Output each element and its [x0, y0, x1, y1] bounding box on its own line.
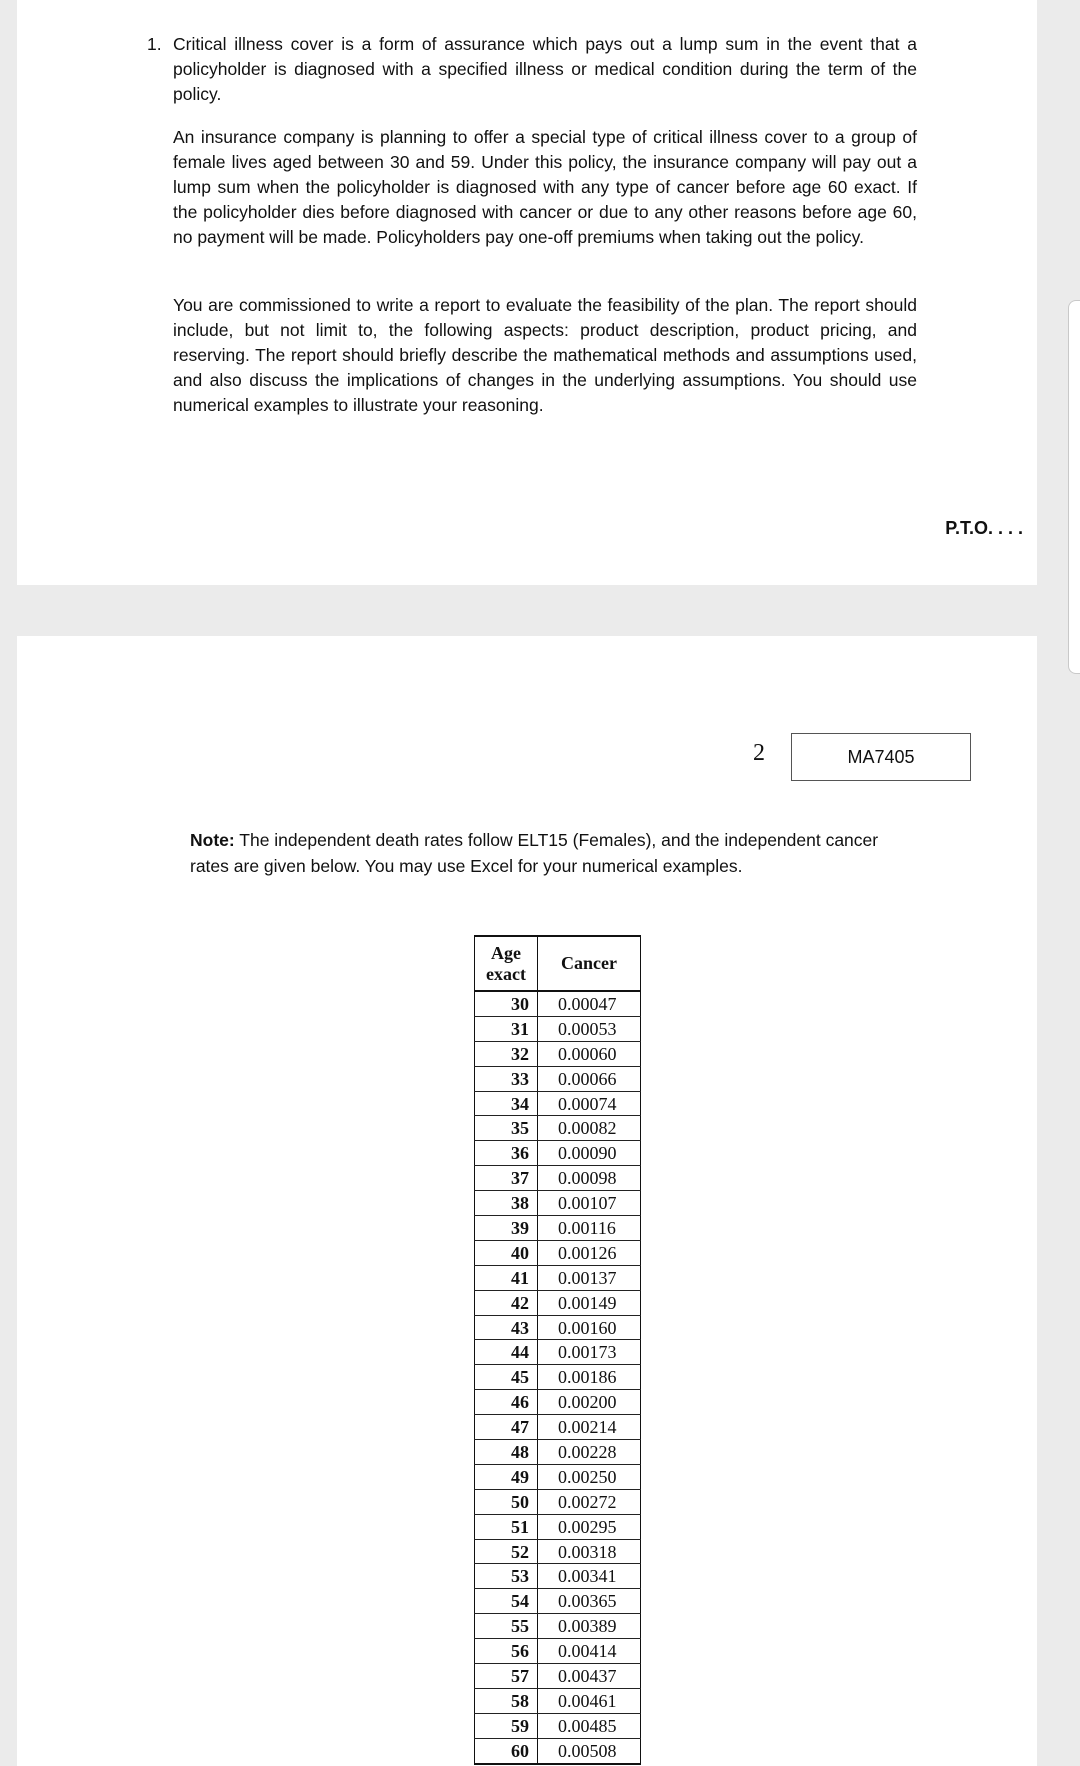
cancer-rate-cell: 0.00173 [538, 1340, 641, 1365]
table-row [475, 1614, 641, 1639]
cancer-rate-cell: 0.00090 [538, 1141, 641, 1166]
table-body [475, 991, 641, 1764]
cancer-rate-cell: 0.00389 [538, 1614, 641, 1639]
cancer-rate-cell: 0.00186 [538, 1365, 641, 1390]
table-row [475, 1290, 641, 1315]
table-row [475, 1066, 641, 1091]
age-cell: 47 [475, 1415, 538, 1440]
product-description-paragraph: An insurance company is planning to offer a special type of critical illness cover to a group of female lives aged between 30 and 59. Under this policy, the insurance company will pay out a lump sum when the policyholder is diagnosed with any type of cancer before age 60 exact. If the policyholder dies before diagnosed with cancer or due to any other reasons before age 60, no payment will be made. Policyholders pay one-off premiums when taking out the policy. [173, 127, 917, 247]
note-paragraph [190, 827, 920, 879]
table-row [475, 1489, 641, 1514]
table-row [475, 1738, 641, 1763]
cancer-rate-cell: 0.00066 [538, 1066, 641, 1091]
cancer-rate-cell: 0.00116 [538, 1216, 641, 1241]
age-cell: 50 [475, 1489, 538, 1514]
cancer-rate-cell: 0.00200 [538, 1390, 641, 1415]
cancer-rate-cell: 0.00508 [538, 1738, 641, 1763]
cancer-rate-cell: 0.00214 [538, 1415, 641, 1440]
cancer-rate-cell: 0.00082 [538, 1116, 641, 1141]
report-instructions-paragraph: You are commissioned to write a report to evaluate the feasibility of the plan. The report should include, but not limit to, the following aspects: product description, product pricing, and reserving. The report should briefly describe the mathematical methods and assumptions used, and also discuss the implications of changes in the underlying assumptions. You should use numerical examples to illustrate your reasoning. [173, 295, 917, 415]
note-label: Note: [190, 830, 235, 850]
table-row [475, 1440, 641, 1465]
age-cell: 55 [475, 1614, 538, 1639]
age-cell: 45 [475, 1365, 538, 1390]
cancer-rate-cell: 0.00160 [538, 1315, 641, 1340]
cancer-rate-cell: 0.00137 [538, 1265, 641, 1290]
table-row [475, 1141, 641, 1166]
age-cell: 33 [475, 1066, 538, 1091]
table-row [475, 1216, 641, 1241]
cancer-rate-cell: 0.00149 [538, 1290, 641, 1315]
age-cell: 48 [475, 1440, 538, 1465]
header-age-exact: Age exact [475, 936, 538, 991]
table-row [475, 1191, 641, 1216]
table-row [475, 1340, 641, 1365]
cancer-rate-cell: 0.00318 [538, 1539, 641, 1564]
cancer-rate-cell: 0.00461 [538, 1688, 641, 1713]
table-row [475, 991, 641, 1016]
table-row [475, 1166, 641, 1191]
age-cell: 35 [475, 1116, 538, 1141]
cancer-rate-cell: 0.00272 [538, 1489, 641, 1514]
age-cell: 60 [475, 1738, 538, 1763]
pto-label: P.T.O. . . . [945, 518, 1023, 538]
cancer-rate-cell: 0.00098 [538, 1166, 641, 1191]
age-cell: 34 [475, 1091, 538, 1116]
table-row [475, 1265, 641, 1290]
cancer-rate-cell: 0.00053 [538, 1016, 641, 1041]
age-cell: 39 [475, 1216, 538, 1241]
table-row [475, 1315, 641, 1340]
table-row [475, 1464, 641, 1489]
cancer-rate-cell: 0.00365 [538, 1589, 641, 1614]
cancer-rate-cell: 0.00047 [538, 991, 641, 1016]
cancer-rate-cell: 0.00074 [538, 1091, 641, 1116]
age-cell: 36 [475, 1141, 538, 1166]
age-cell: 51 [475, 1514, 538, 1539]
header-cancer: Cancer [538, 936, 641, 991]
age-cell: 52 [475, 1539, 538, 1564]
table-row [475, 1116, 641, 1141]
age-cell: 38 [475, 1191, 538, 1216]
cancer-rate-cell: 0.00341 [538, 1564, 641, 1589]
cancer-rate-cell: 0.00107 [538, 1191, 641, 1216]
cancer-rate-cell: 0.00228 [538, 1440, 641, 1465]
age-cell: 31 [475, 1016, 538, 1041]
table-row [475, 1688, 641, 1713]
table-row [475, 1390, 641, 1415]
table-row [475, 1639, 641, 1664]
cancer-rate-cell: 0.00485 [538, 1713, 641, 1738]
age-cell: 53 [475, 1564, 538, 1589]
note-text: The independent death rates follow ELT15 (Females), and the independent cancer rates are given below. You may use Excel for your numerical examples. [190, 830, 879, 876]
page-number: 2 [753, 740, 765, 766]
age-cell: 32 [475, 1041, 538, 1066]
cancer-rate-cell: 0.00060 [538, 1041, 641, 1066]
cancer-rate-cell: 0.00295 [538, 1514, 641, 1539]
table-row [475, 1664, 641, 1689]
table-row [475, 1514, 641, 1539]
table-row [475, 1564, 641, 1589]
table-row [475, 1539, 641, 1564]
table-header-row [475, 936, 641, 991]
question-number: 1. [147, 34, 162, 54]
age-cell: 40 [475, 1240, 538, 1265]
age-cell: 56 [475, 1639, 538, 1664]
table-row [475, 1091, 641, 1116]
age-cell: 57 [475, 1664, 538, 1689]
module-code-box [791, 733, 971, 781]
module-code: MA7405 [847, 746, 915, 767]
table-row [475, 1016, 641, 1041]
age-cell: 44 [475, 1340, 538, 1365]
age-cell: 41 [475, 1265, 538, 1290]
age-cell: 49 [475, 1464, 538, 1489]
age-cell: 46 [475, 1390, 538, 1415]
cancer-rate-cell: 0.00414 [538, 1639, 641, 1664]
table-row [475, 1589, 641, 1614]
cancer-rate-cell: 0.00250 [538, 1464, 641, 1489]
table-row [475, 1041, 641, 1066]
table-row [475, 1415, 641, 1440]
table-row [475, 1365, 641, 1390]
cancer-rate-cell: 0.00437 [538, 1664, 641, 1689]
cancer-rates-table [474, 935, 641, 1765]
age-cell: 43 [475, 1315, 538, 1340]
age-cell: 54 [475, 1589, 538, 1614]
question-intro-paragraph: Critical illness cover is a form of assurance which pays out a lump sum in the event that a policyholder is diagnosed with a specified illness or medical condition during the term of the policy. [173, 34, 917, 104]
age-cell: 58 [475, 1688, 538, 1713]
age-cell: 59 [475, 1713, 538, 1738]
side-panel-tab[interactable] [1068, 300, 1080, 674]
age-cell: 37 [475, 1166, 538, 1191]
age-cell: 42 [475, 1290, 538, 1315]
cancer-rate-cell: 0.00126 [538, 1240, 641, 1265]
table-row [475, 1713, 641, 1738]
table-row [475, 1240, 641, 1265]
age-cell: 30 [475, 991, 538, 1016]
